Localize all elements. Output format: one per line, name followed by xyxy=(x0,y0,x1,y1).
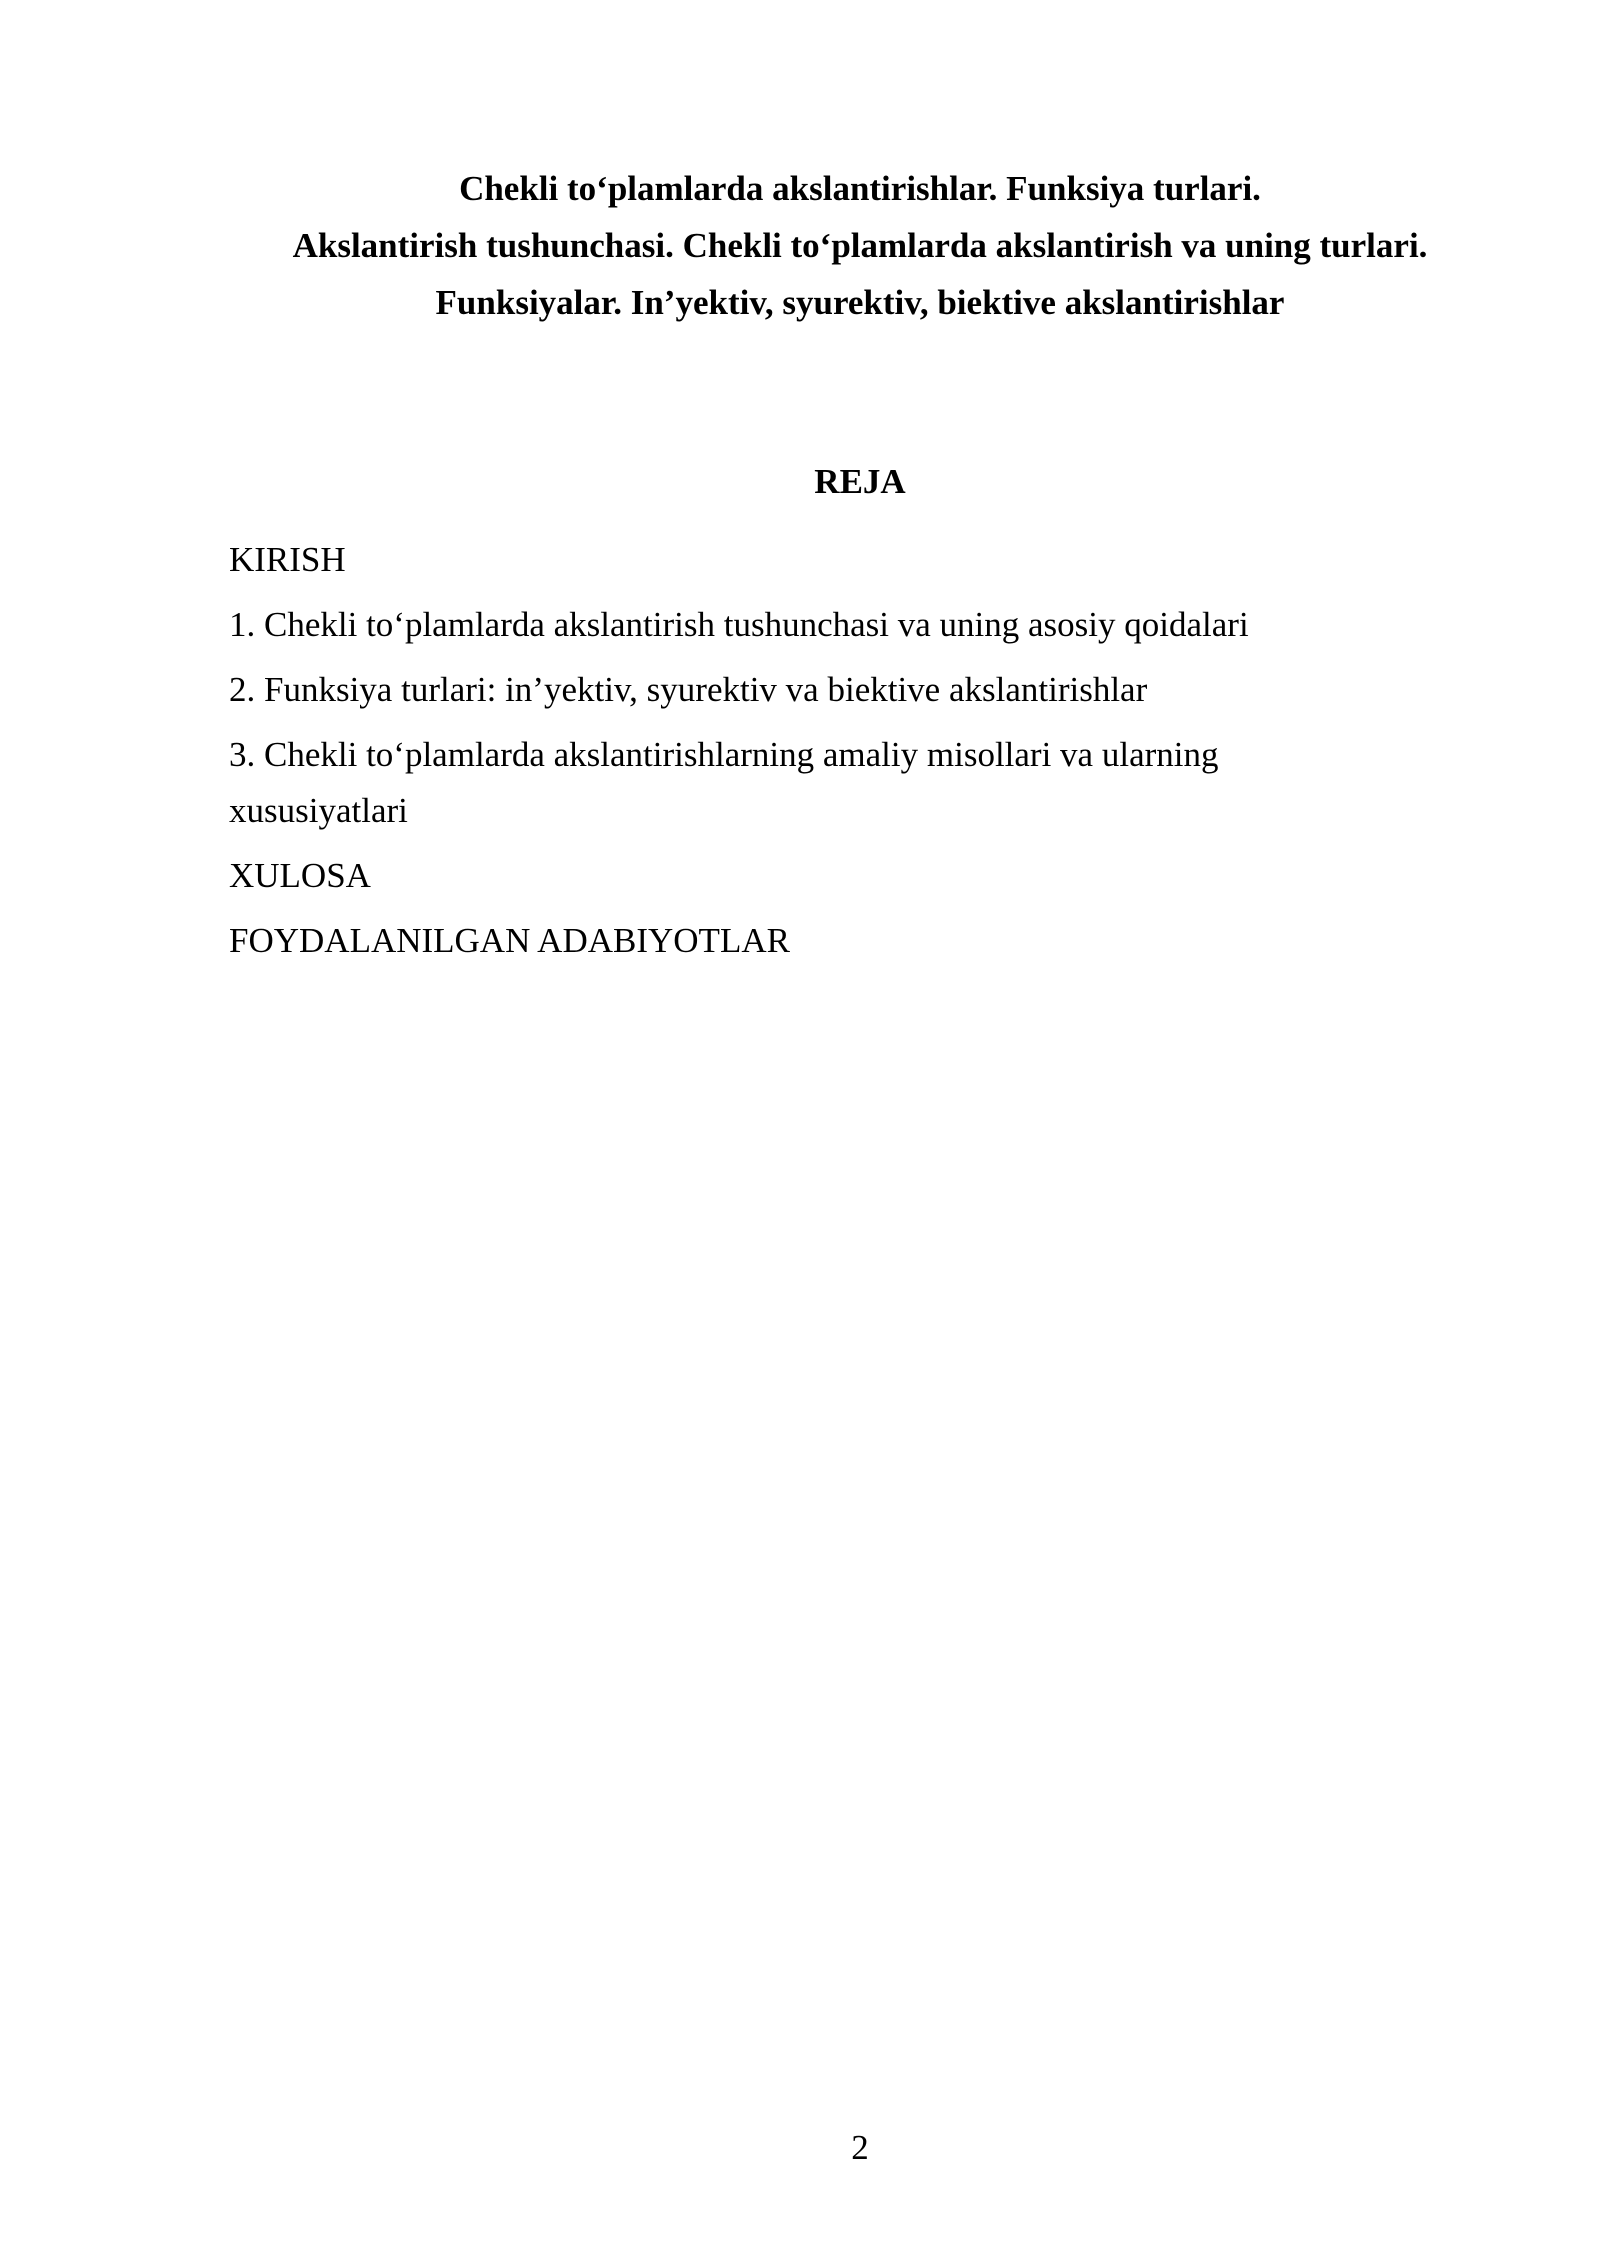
title-line: Akslantirish tushunchasi. Chekli to‘plamlarda akslantirish va uning turlari. xyxy=(292,226,1428,265)
plan-item-conclusion: XULOSA xyxy=(229,856,371,895)
plan-item-introduction: KIRISH xyxy=(229,540,346,579)
plan-list xyxy=(229,532,1379,978)
plan-item-2: 2. Funksiya turlari: in’yektiv, syurektiv va biektive akslantirishlar xyxy=(229,670,1148,709)
page-number: 2 xyxy=(851,2128,869,2167)
plan-item-references: FOYDALANILGAN ADABIYOTLAR xyxy=(229,921,790,960)
plan-item-3: 3. Chekli to‘plamlarda akslantirishlarning amaliy misollari va ularning xususiyatlari xyxy=(229,735,1219,830)
plan-item-1: 1. Chekli to‘plamlarda akslantirish tushunchasi va uning asosiy qoidalari xyxy=(229,605,1249,644)
title-line: Funksiyalar. In’yektiv, syurektiv, biektive akslantirishlar xyxy=(435,283,1285,322)
plan-heading: REJA xyxy=(814,462,906,501)
title-line: Chekli to‘plamlarda akslantirishlar. Funksiya turlari. xyxy=(459,169,1261,208)
document-title xyxy=(200,160,1520,331)
